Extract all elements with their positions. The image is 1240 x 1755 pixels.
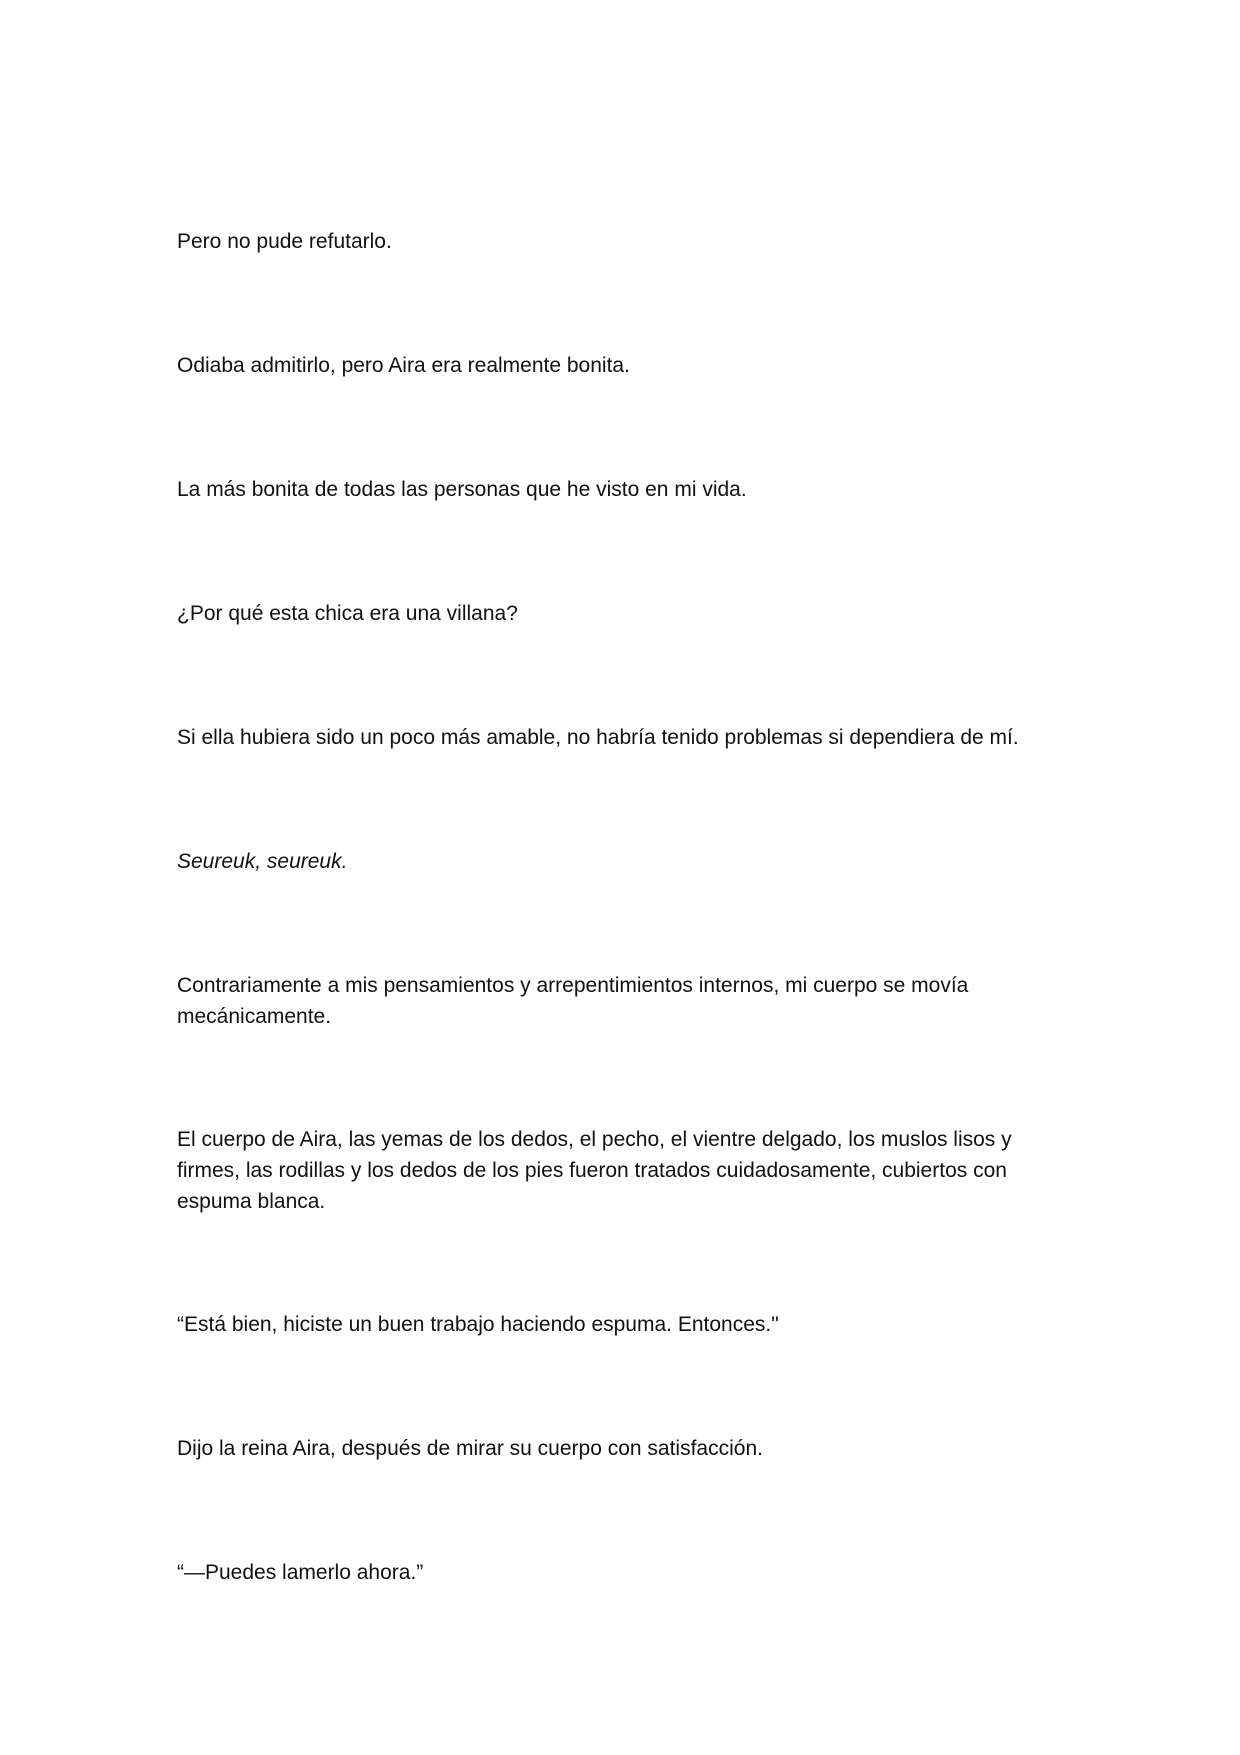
paragraph: La más bonita de todas las personas que he visto en mi vida. — [177, 478, 747, 501]
paragraph-dialogue: “Está bien, hiciste un buen trabajo haciendo espuma. Entonces." — [177, 1313, 779, 1336]
paragraph-sound-effect: Seureuk, seureuk. — [177, 850, 348, 873]
paragraph: El cuerpo de Aira, las yemas de los dedos, el pecho, el vientre delgado, los muslos lisos y firmes, las rodillas y los dedos de los pies fueron tratados cuidadosamente, cubiertos con espuma blanca. — [177, 1128, 1012, 1213]
paragraph: Dijo la reina Aira, después de mirar su cuerpo con satisfacción. — [177, 1437, 763, 1460]
paragraph: Odiaba admitirlo, pero Aira era realmente bonita. — [177, 354, 630, 377]
paragraph: Pero no pude refutarlo. — [177, 230, 392, 253]
paragraph-dialogue: “—Puedes lamerlo ahora.” — [177, 1561, 424, 1584]
paragraph: Si ella hubiera sido un poco más amable, no habría tenido problemas si dependiera de mí. — [177, 726, 1019, 749]
paragraph: Contrariamente a mis pensamientos y arrepentimientos internos, mi cuerpo se movía mecánicamente. — [177, 974, 969, 1028]
paragraph: ¿Por qué esta chica era una villana? — [177, 602, 518, 625]
